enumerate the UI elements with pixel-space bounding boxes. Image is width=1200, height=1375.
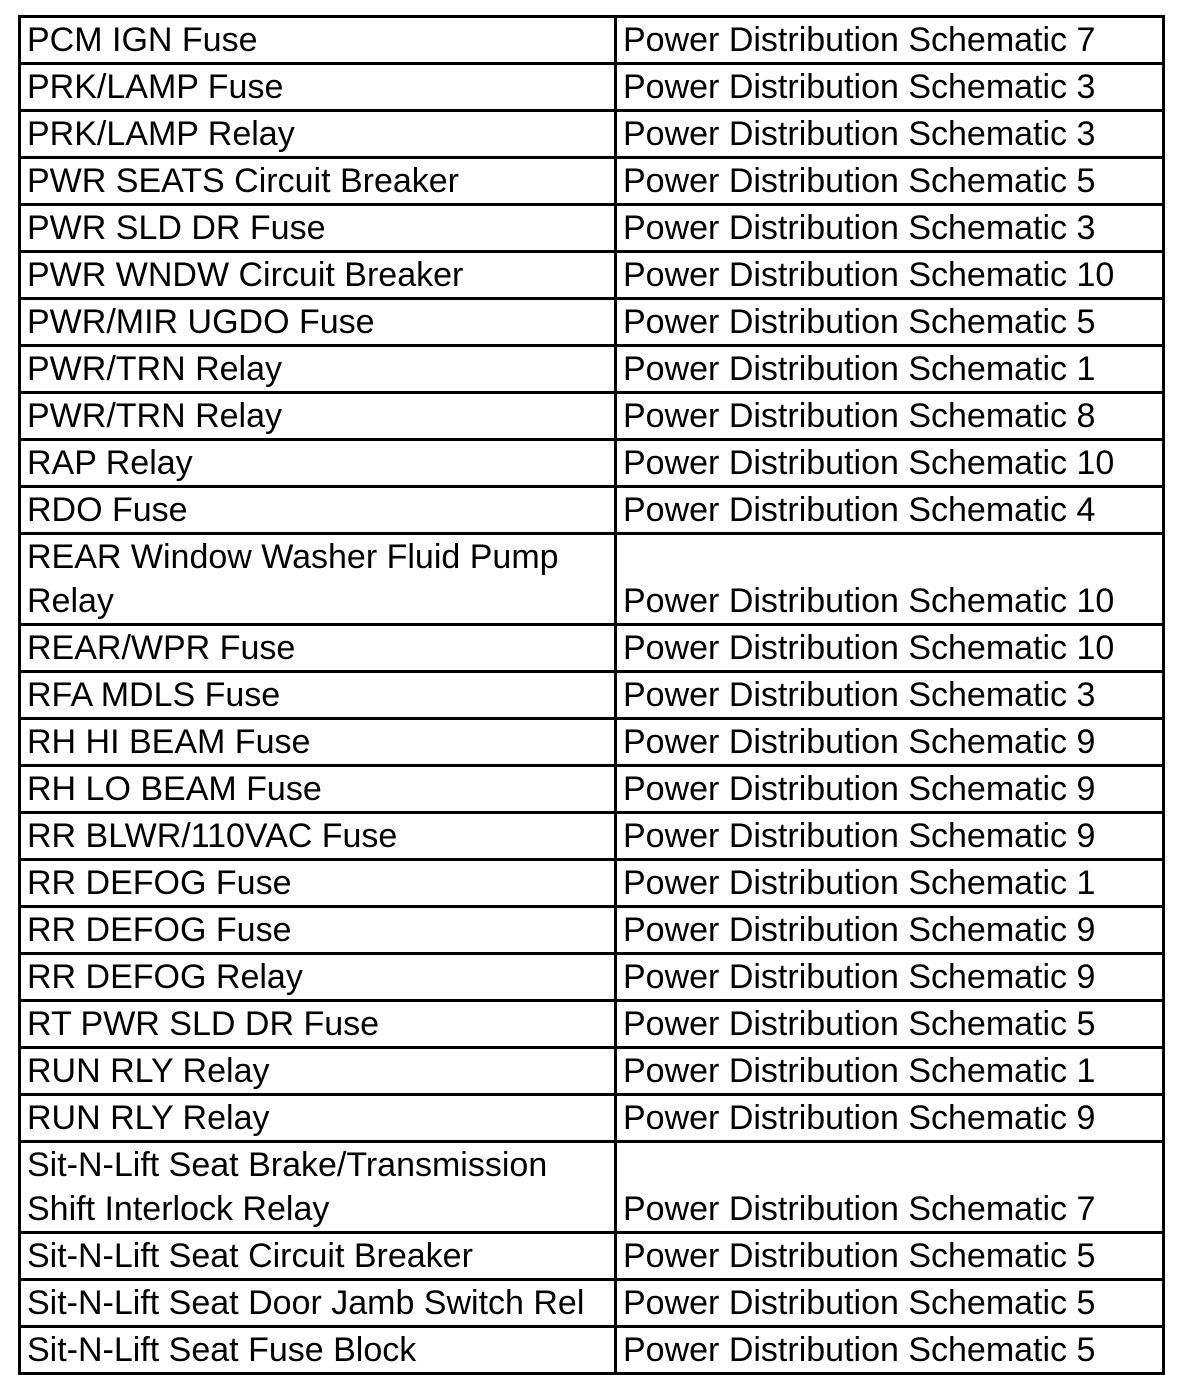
location-cell: Power Distribution Schematic 9	[616, 954, 1164, 1001]
location-cell: Power Distribution Schematic 3	[616, 64, 1164, 111]
location-cell: Power Distribution Schematic 10	[616, 252, 1164, 299]
location-cell: Power Distribution Schematic 3	[616, 111, 1164, 158]
component-cell: PRK/LAMP Fuse	[20, 64, 616, 111]
table-row	[20, 719, 1164, 766]
location-cell: Power Distribution Schematic 5	[616, 1327, 1164, 1374]
component-cell: PWR SLD DR Fuse	[20, 205, 616, 252]
table-row	[20, 1095, 1164, 1142]
table-row	[20, 299, 1164, 346]
location-cell: Power Distribution Schematic 5	[616, 299, 1164, 346]
component-cell: Sit-N-Lift Seat Fuse Block	[20, 1327, 616, 1374]
table-row	[20, 625, 1164, 672]
component-cell: PWR WNDW Circuit Breaker	[20, 252, 616, 299]
table-row	[20, 1233, 1164, 1280]
location-cell: Power Distribution Schematic 10	[616, 534, 1164, 625]
table-row	[20, 252, 1164, 299]
table-row	[20, 1048, 1164, 1095]
component-cell: RDO Fuse	[20, 487, 616, 534]
table-row	[20, 672, 1164, 719]
component-cell: REAR Window Washer Fluid Pump Relay	[20, 534, 616, 625]
location-cell: Power Distribution Schematic 1	[616, 860, 1164, 907]
component-cell: RR DEFOG Relay	[20, 954, 616, 1001]
table-row	[20, 907, 1164, 954]
table-row	[20, 205, 1164, 252]
location-cell: Power Distribution Schematic 4	[616, 487, 1164, 534]
component-cell: RR DEFOG Fuse	[20, 860, 616, 907]
location-cell: Power Distribution Schematic 5	[616, 1233, 1164, 1280]
component-cell: PWR/TRN Relay	[20, 346, 616, 393]
table-row	[20, 766, 1164, 813]
location-cell: Power Distribution Schematic 9	[616, 719, 1164, 766]
table-body	[20, 17, 1164, 1374]
component-cell: RAP Relay	[20, 440, 616, 487]
table-row	[20, 346, 1164, 393]
component-cell: Sit-N-Lift Seat Door Jamb Switch Rel	[20, 1280, 616, 1327]
component-cell: RH LO BEAM Fuse	[20, 766, 616, 813]
table-row	[20, 1280, 1164, 1327]
component-cell: PCM IGN Fuse	[20, 17, 616, 64]
table-row	[20, 393, 1164, 440]
component-cell: PWR SEATS Circuit Breaker	[20, 158, 616, 205]
location-cell: Power Distribution Schematic 3	[616, 205, 1164, 252]
component-cell: Sit-N-Lift Seat Circuit Breaker	[20, 1233, 616, 1280]
table-row	[20, 1001, 1164, 1048]
location-cell: Power Distribution Schematic 3	[616, 672, 1164, 719]
location-cell: Power Distribution Schematic 9	[616, 813, 1164, 860]
table-row	[20, 158, 1164, 205]
location-cell: Power Distribution Schematic 1	[616, 346, 1164, 393]
location-cell: Power Distribution Schematic 10	[616, 440, 1164, 487]
component-cell: RFA MDLS Fuse	[20, 672, 616, 719]
location-cell: Power Distribution Schematic 7	[616, 1142, 1164, 1233]
component-cell: PWR/TRN Relay	[20, 393, 616, 440]
component-cell: PRK/LAMP Relay	[20, 111, 616, 158]
table-row	[20, 1142, 1164, 1233]
table-row	[20, 111, 1164, 158]
component-cell: RUN RLY Relay	[20, 1095, 616, 1142]
component-cell: PWR/MIR UGDO Fuse	[20, 299, 616, 346]
location-cell: Power Distribution Schematic 9	[616, 1095, 1164, 1142]
location-cell: Power Distribution Schematic 7	[616, 17, 1164, 64]
table-row	[20, 64, 1164, 111]
location-cell: Power Distribution Schematic 9	[616, 907, 1164, 954]
component-cell: RUN RLY Relay	[20, 1048, 616, 1095]
component-cell: RT PWR SLD DR Fuse	[20, 1001, 616, 1048]
table-row	[20, 813, 1164, 860]
component-cell: REAR/WPR Fuse	[20, 625, 616, 672]
location-cell: Power Distribution Schematic 10	[616, 625, 1164, 672]
table-row	[20, 17, 1164, 64]
location-cell: Power Distribution Schematic 1	[616, 1048, 1164, 1095]
location-cell: Power Distribution Schematic 8	[616, 393, 1164, 440]
table-row	[20, 487, 1164, 534]
location-cell: Power Distribution Schematic 5	[616, 158, 1164, 205]
component-cell: RH HI BEAM Fuse	[20, 719, 616, 766]
location-cell: Power Distribution Schematic 5	[616, 1280, 1164, 1327]
component-cell: RR DEFOG Fuse	[20, 907, 616, 954]
table-row	[20, 534, 1164, 625]
component-cell: RR BLWR/110VAC Fuse	[20, 813, 616, 860]
component-cell: Sit-N-Lift Seat Brake/Transmission Shift Interlock Relay	[20, 1142, 616, 1233]
table-row	[20, 954, 1164, 1001]
location-cell: Power Distribution Schematic 9	[616, 766, 1164, 813]
table-row	[20, 860, 1164, 907]
component-location-table	[18, 15, 1165, 1375]
location-cell: Power Distribution Schematic 5	[616, 1001, 1164, 1048]
table-row	[20, 1327, 1164, 1374]
table-row	[20, 440, 1164, 487]
